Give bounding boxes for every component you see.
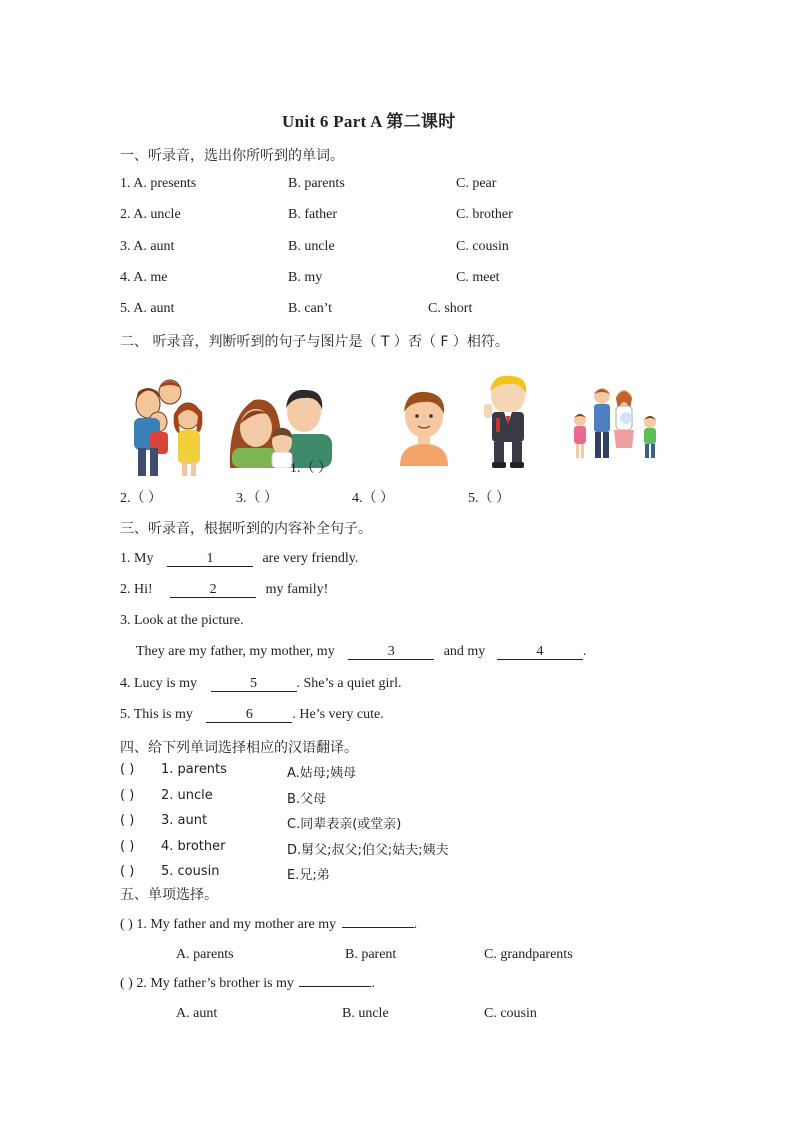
section1-heading: 一、听录音，选出你所听到的单词。 [120,148,344,164]
match-answer-paren[interactable]: ( ) [120,788,135,803]
section5-heading: 五、单项选择。 [120,887,218,903]
blonde-boy-picture [482,374,534,470]
q1-option-c: C. pear [456,176,497,191]
q3-option-a: 3. A. aunt [120,239,175,254]
section3-heading: 三、听录音，根据听到的内容补全句子。 [120,521,372,537]
match-answer-paren[interactable]: ( ) [120,864,135,879]
choice-blank [342,927,414,928]
blank-2[interactable]: 2 [170,582,256,598]
q3-option-b: B. uncle [288,239,335,254]
match-word: 5. cousin [161,864,220,879]
match-answer-paren[interactable]: ( ) [120,839,135,854]
match-definition: C.同辈表亲(或堂亲) [287,817,402,832]
q2-choice-a: A. aunt [176,1006,218,1021]
picture5-answer[interactable]: 5.（ ） [468,491,510,506]
q4-option-a: 4. A. me [120,270,168,285]
blank-1[interactable]: 1 [167,551,253,567]
picture2-answer[interactable]: 2.（ ） [120,491,162,506]
fill-sentence-5: 5. This is my 6 . He’s very cute. [120,707,384,722]
fill-sentence-3b: They are my father, my mother, my 3 and my 4 . [136,644,587,659]
match-word: 3. aunt [161,813,208,828]
q1-choice-b: B. parent [345,947,397,962]
match-definition: A.姑母;姨母 [287,766,357,781]
q2-option-b: B. father [288,207,337,222]
parents-child-picture [226,386,334,468]
q2-option-c: C. brother [456,207,513,222]
section2-heading: 二、 听录音，判断听到的句子与图片是（ T ）否（ F ）相符。 [120,334,509,350]
choice-blank [299,986,371,987]
fill-sentence-3: 3. Look at the picture. [120,613,244,628]
q5-option-a: 5. A. aunt [120,301,175,316]
picture4-answer[interactable]: 4.（ ） [352,491,394,506]
choice-question-1: ( ) 1. My father and my mother are my . [120,917,418,932]
match-definition: B.父母 [287,792,327,807]
q1-option-a: 1. A. presents [120,176,197,191]
page-title: Unit 6 Part A 第二课时 [282,112,456,131]
q5-option-c: C. short [428,301,473,316]
section4-heading: 四、给下列单词选择相应的汉语翻译。 [120,740,358,756]
blank-5[interactable]: 5 [211,676,297,692]
family-group-picture [128,376,208,480]
q4-option-b: B. my [288,270,323,285]
picture3-answer[interactable]: 3.（ ） [236,491,278,506]
q1-option-b: B. parents [288,176,345,191]
match-word: 4. brother [161,839,226,854]
q1-choice-c: C. grandparents [484,947,573,962]
q2-choice-c: C. cousin [484,1006,537,1021]
blank-4[interactable]: 4 [497,644,583,660]
match-definition: D.舅父;叔父;伯父;姑夫;姨夫 [287,843,449,858]
match-answer-paren[interactable]: ( ) [120,762,135,777]
choice-answer-paren[interactable]: ( ) [120,917,133,932]
fill-sentence-2: 2. Hi! 2 my family! [120,582,329,597]
q4-option-c: C. meet [456,270,500,285]
family-of-five-picture [566,384,666,464]
picture1-answer[interactable]: 1.（ ） [290,461,332,476]
q5-option-b: B. can’t [288,301,333,316]
match-word: 1. parents [161,762,227,777]
q2-option-a: 2. A. uncle [120,207,181,222]
choice-question-2: ( ) 2. My father’s brother is my . [120,976,375,991]
q3-option-c: C. cousin [456,239,509,254]
fill-sentence-1: 1. My 1 are very friendly. [120,551,359,566]
match-word: 2. uncle [161,788,213,803]
q1-choice-a: A. parents [176,947,234,962]
q2-choice-b: B. uncle [342,1006,389,1021]
blank-6[interactable]: 6 [206,707,292,723]
match-answer-paren[interactable]: ( ) [120,813,135,828]
fill-sentence-4: 4. Lucy is my 5 . She’s a quiet girl. [120,676,402,691]
choice-answer-paren[interactable]: ( ) [120,976,133,991]
match-definition: E.兄;弟 [287,868,330,883]
blank-3[interactable]: 3 [348,644,434,660]
boy-portrait-picture [398,386,450,466]
